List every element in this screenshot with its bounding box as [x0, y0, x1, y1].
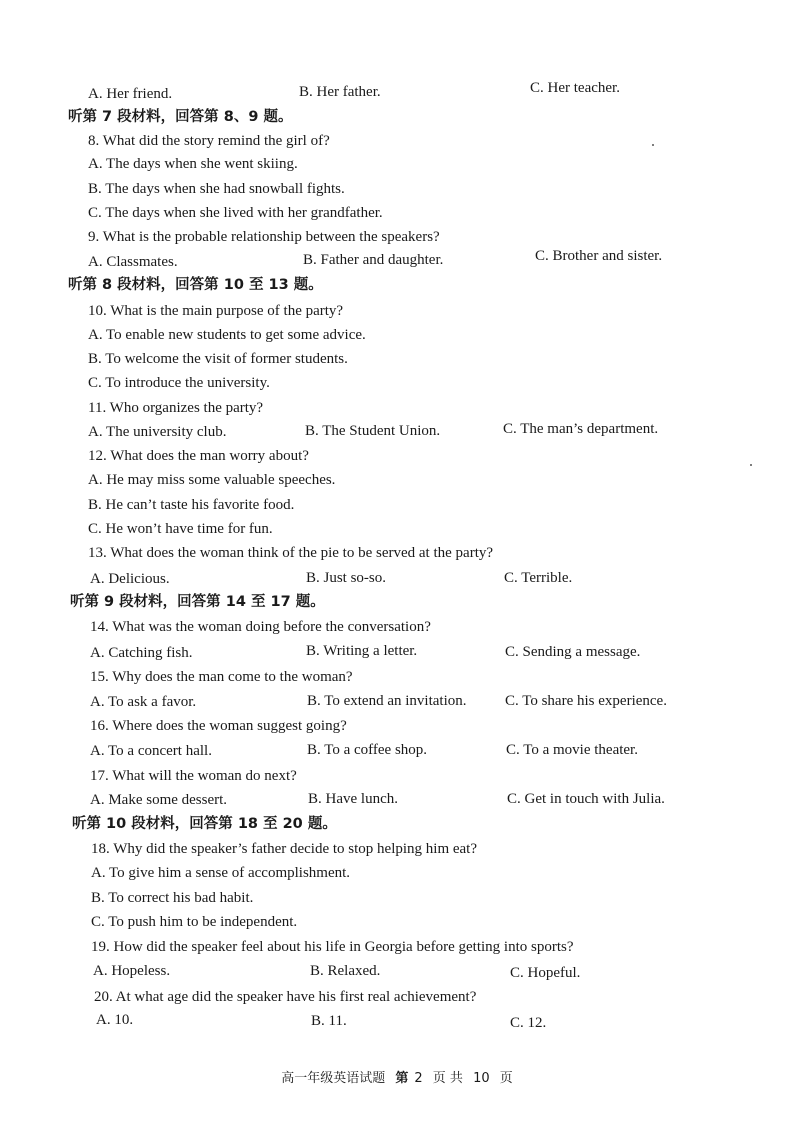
q8-option-b: B. The days when she had snowball fights.	[88, 181, 345, 197]
q19-option-b: B. Relaxed.	[310, 963, 381, 979]
q10-stem: 10. What is the main purpose of the party?	[88, 303, 344, 319]
q14-option-b: B. Writing a letter.	[306, 643, 418, 659]
section-10-heading: 听第 10 段材料，回答第 18 至 20 题。	[72, 816, 337, 832]
q20-option-a: A. 10.	[96, 1012, 134, 1028]
q8-option-c: C. The days when she lived with her grandfather.	[88, 205, 383, 221]
q20-option-c: C. 12.	[510, 1015, 547, 1031]
q13-option-c: C. Terrible.	[504, 570, 573, 586]
q7-option-b: B. Her father.	[299, 84, 381, 100]
q18-option-c: C. To push him to be independent.	[91, 914, 298, 930]
q17-option-b: B. Have lunch.	[308, 791, 398, 807]
footer-title: 高一年级英语试题	[281, 1071, 386, 1086]
q17-option-a: A. Make some dessert.	[90, 792, 228, 808]
q14-option-c: C. Sending a message.	[505, 644, 641, 660]
q12-stem: 12. What does the man worry about?	[88, 448, 309, 464]
scan-speck	[652, 144, 654, 146]
q20-option-b: B. 11.	[311, 1013, 347, 1029]
q10-option-b: B. To welcome the visit of former students.	[88, 351, 348, 367]
section-7-heading: 听第 7 段材料，回答第 8、9 题。	[68, 109, 293, 125]
q11-stem: 11. Who organizes the party?	[88, 400, 264, 416]
q8-option-a: A. The days when she went skiing.	[88, 156, 298, 172]
q12-option-b: B. He can’t taste his favorite food.	[88, 497, 295, 513]
q9-option-a: A. Classmates.	[88, 254, 178, 270]
q8-stem: 8. What did the story remind the girl of?	[88, 133, 330, 149]
footer-page-suffix: 页	[499, 1071, 513, 1086]
footer-page-mid: 页 共	[432, 1071, 463, 1086]
section-9-heading: 听第 9 段材料，回答第 14 至 17 题。	[70, 594, 325, 610]
q7-option-a: A. Her friend.	[88, 86, 173, 102]
section-8-heading: 听第 8 段材料，回答第 10 至 13 题。	[68, 277, 323, 293]
q15-option-a: A. To ask a favor.	[90, 694, 197, 710]
scan-speck	[750, 464, 752, 466]
q18-stem: 18. Why did the speaker’s father decide to stop helping him eat?	[91, 841, 478, 857]
q10-option-a: A. To enable new students to get some advice.	[88, 327, 366, 343]
q20-stem: 20. At what age did the speaker have his first real achievement?	[94, 989, 477, 1005]
footer-page-number: 2	[414, 1071, 423, 1086]
q18-option-a: A. To give him a sense of accomplishment.	[91, 865, 351, 881]
q9-option-c: C. Brother and sister.	[535, 248, 663, 264]
q19-option-c: C. Hopeful.	[510, 965, 581, 981]
q15-option-b: B. To extend an invitation.	[307, 693, 467, 709]
q15-stem: 15. Why does the man come to the woman?	[90, 669, 353, 685]
q18-option-b: B. To correct his bad habit.	[91, 890, 254, 906]
q9-stem: 9. What is the probable relationship between the speakers?	[88, 229, 440, 245]
q16-option-b: B. To a coffee shop.	[307, 742, 428, 758]
q11-option-c: C. The man’s department.	[503, 421, 659, 437]
q16-option-c: C. To a movie theater.	[506, 742, 638, 758]
q13-option-a: A. Delicious.	[90, 571, 170, 587]
page-footer	[0, 1067, 794, 1086]
q7-option-c: C. Her teacher.	[530, 80, 620, 96]
q19-stem: 19. How did the speaker feel about his life in Georgia before getting into sports?	[91, 939, 574, 955]
q16-stem: 16. Where does the woman suggest going?	[90, 718, 347, 734]
q17-option-c: C. Get in touch with Julia.	[507, 791, 665, 807]
q19-option-a: A. Hopeless.	[93, 963, 171, 979]
q12-option-c: C. He won’t have time for fun.	[88, 521, 273, 537]
q14-option-a: A. Catching fish.	[90, 645, 193, 661]
footer-page-total: 10	[473, 1071, 490, 1086]
q15-option-c: C. To share his experience.	[505, 693, 667, 709]
q10-option-c: C. To introduce the university.	[88, 375, 270, 391]
q16-option-a: A. To a concert hall.	[90, 743, 212, 759]
q11-option-b: B. The Student Union.	[305, 423, 441, 439]
q13-option-b: B. Just so-so.	[306, 570, 387, 586]
footer-page-prefix: 第	[395, 1071, 409, 1086]
q13-stem: 13. What does the woman think of the pie to be served at the party?	[88, 545, 494, 561]
q9-option-b: B. Father and daughter.	[303, 252, 444, 268]
q11-option-a: A. The university club.	[88, 424, 227, 440]
q12-option-a: A. He may miss some valuable speeches.	[88, 472, 336, 488]
q14-stem: 14. What was the woman doing before the conversation?	[90, 619, 431, 635]
q17-stem: 17. What will the woman do next?	[90, 768, 297, 784]
